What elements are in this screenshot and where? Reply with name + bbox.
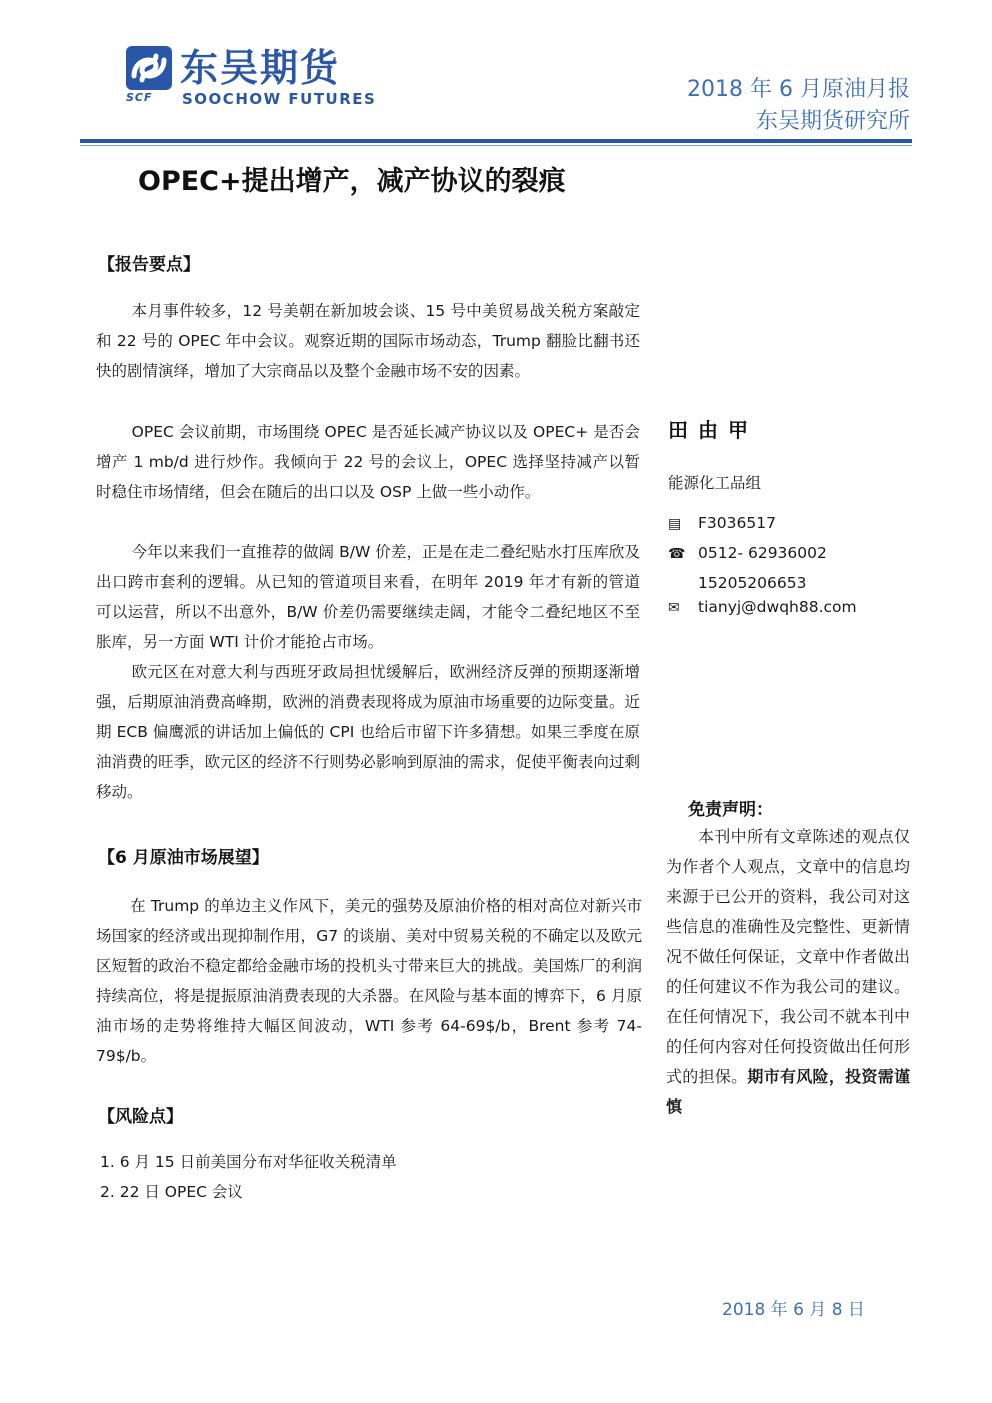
logo-chinese-name: 东吴期货 bbox=[180, 46, 341, 90]
paragraph: 在 Trump 的单边主义作风下，美元的强势及原油价格的相对高位对新兴市场国家的经济或出现抑制作用，G7 的谈崩、美对中贸易关税的不确定以及欧元区短暂的政治不稳定都给金融市场的投机头寸带来巨大的挑战。美国炼厂的利润持续高位，将是提振原油消费表现的大杀器。在风险与基本面的博弈下，6 月原油市场的走势将维持大幅区间波动，WTI 参考 64-69$/b，Brent 参考 74-79$/b。 bbox=[96, 897, 642, 1065]
author-phone bbox=[668, 544, 827, 562]
scf-logo-icon bbox=[126, 46, 172, 90]
report-series-title: 2018 年 6 月原油月报 bbox=[687, 77, 910, 102]
paragraph: 今年以来我们一直推荐的做阔 B/W 价差，正是在走二叠纪贴水打压库欣及出口跨市套利的逻辑。从已知的管道项目来看，在明年 2019 年才有新的管道可以运营，所以不出意外，B/W 价差仍需要继续走阔，才能令二叠纪地区不至胀库，另一方面 WTI 计价才能抢占市场。 bbox=[96, 543, 640, 651]
logo-abbr: SCF bbox=[126, 91, 153, 104]
paragraph: 欧元区在对意大利与西班牙政局担忧缓解后，欧洲经济反弹的预期逐渐增强，后期原油消费高峰期，欧洲的消费表现将成为原油市场重要的边际变量。近期 ECB 偏鹰派的讲话加上偏低的 CPI 也给后市留下许多猜想。如果三季度在原油消费的旺季，欧元区的经济不行则势必影响到原油的需求，促使平衡表向过剩移动。 bbox=[96, 663, 640, 801]
email-address: tianyj@dwqh88.com bbox=[698, 598, 857, 616]
author-license bbox=[668, 514, 776, 532]
envelope-icon: ✉ bbox=[668, 600, 680, 616]
logo-english-name: SOOCHOW FUTURES bbox=[182, 90, 377, 108]
mobile-number: 15205206653 bbox=[698, 574, 807, 592]
company-logo bbox=[126, 46, 386, 108]
list-item: 2. 22 日 OPEC 会议 bbox=[100, 1183, 243, 1201]
page-title: OPEC+提出增产，减产协议的裂痕 bbox=[138, 166, 566, 197]
disclaimer-body: 本刊中所有文章陈述的观点仅为作者个人观点，文章中的信息均来源于已公开的资料，我公司对这些信息的准确性及完整性、更新情况不做任何保证，文章中作者做出的任何建议不作为我公司的建议。在任何情况下，我公司不就本刊中的任何内容对任何投资做出任何形式的担保。 bbox=[666, 827, 910, 1086]
header-divider-thin bbox=[80, 145, 912, 146]
disclaimer-title: 免责声明： bbox=[688, 800, 773, 820]
list-item: 1. 6 月 15 日前美国分布对华征收关税清单 bbox=[100, 1153, 397, 1171]
id-card-icon: ▤ bbox=[668, 516, 682, 532]
disclaimer-emphasis: 期市有风险，投资需谨慎 bbox=[666, 1067, 910, 1116]
author-group: 能源化工品组 bbox=[668, 474, 762, 492]
author-name: 田由甲 bbox=[668, 418, 758, 442]
disclaimer-text bbox=[666, 822, 910, 1122]
paragraph: 本月事件较多，12 号美朝在新加坡会谈、15 号中美贸易战关税方案敲定和 22 号的 OPEC 年中会议。观察近期的国际市场动态，Trump 翻脸比翻书还快的剧情演绎，增加了大宗商品以及整个金融市场不安的因素。 bbox=[96, 302, 640, 380]
author-mobile bbox=[668, 574, 806, 592]
section-heading-key-points: 【报告要点】 bbox=[98, 255, 200, 275]
license-number: F3036517 bbox=[698, 514, 776, 532]
section-heading-risks: 【风险点】 bbox=[98, 1107, 183, 1127]
paragraph: OPEC 会议前期，市场围绕 OPEC 是否延长减产协议以及 OPEC+ 是否会增产 1 mb/d 进行炒作。我倾向于 22 号的会议上，OPEC 选择坚持减产以暂时稳住市场情绪，但会在随后的出口以及 OSP 上做一些小动作。 bbox=[96, 423, 640, 501]
report-date: 2018 年 6 月 8 日 bbox=[722, 1300, 865, 1320]
phone-number: 0512- 62936002 bbox=[698, 544, 827, 562]
section-heading-outlook: 【6 月原油市场展望】 bbox=[98, 848, 269, 868]
phone-icon: ☎ bbox=[668, 546, 686, 562]
author-email bbox=[668, 598, 857, 616]
header-divider bbox=[80, 139, 912, 143]
report-organization: 东吴期货研究所 bbox=[755, 109, 910, 134]
